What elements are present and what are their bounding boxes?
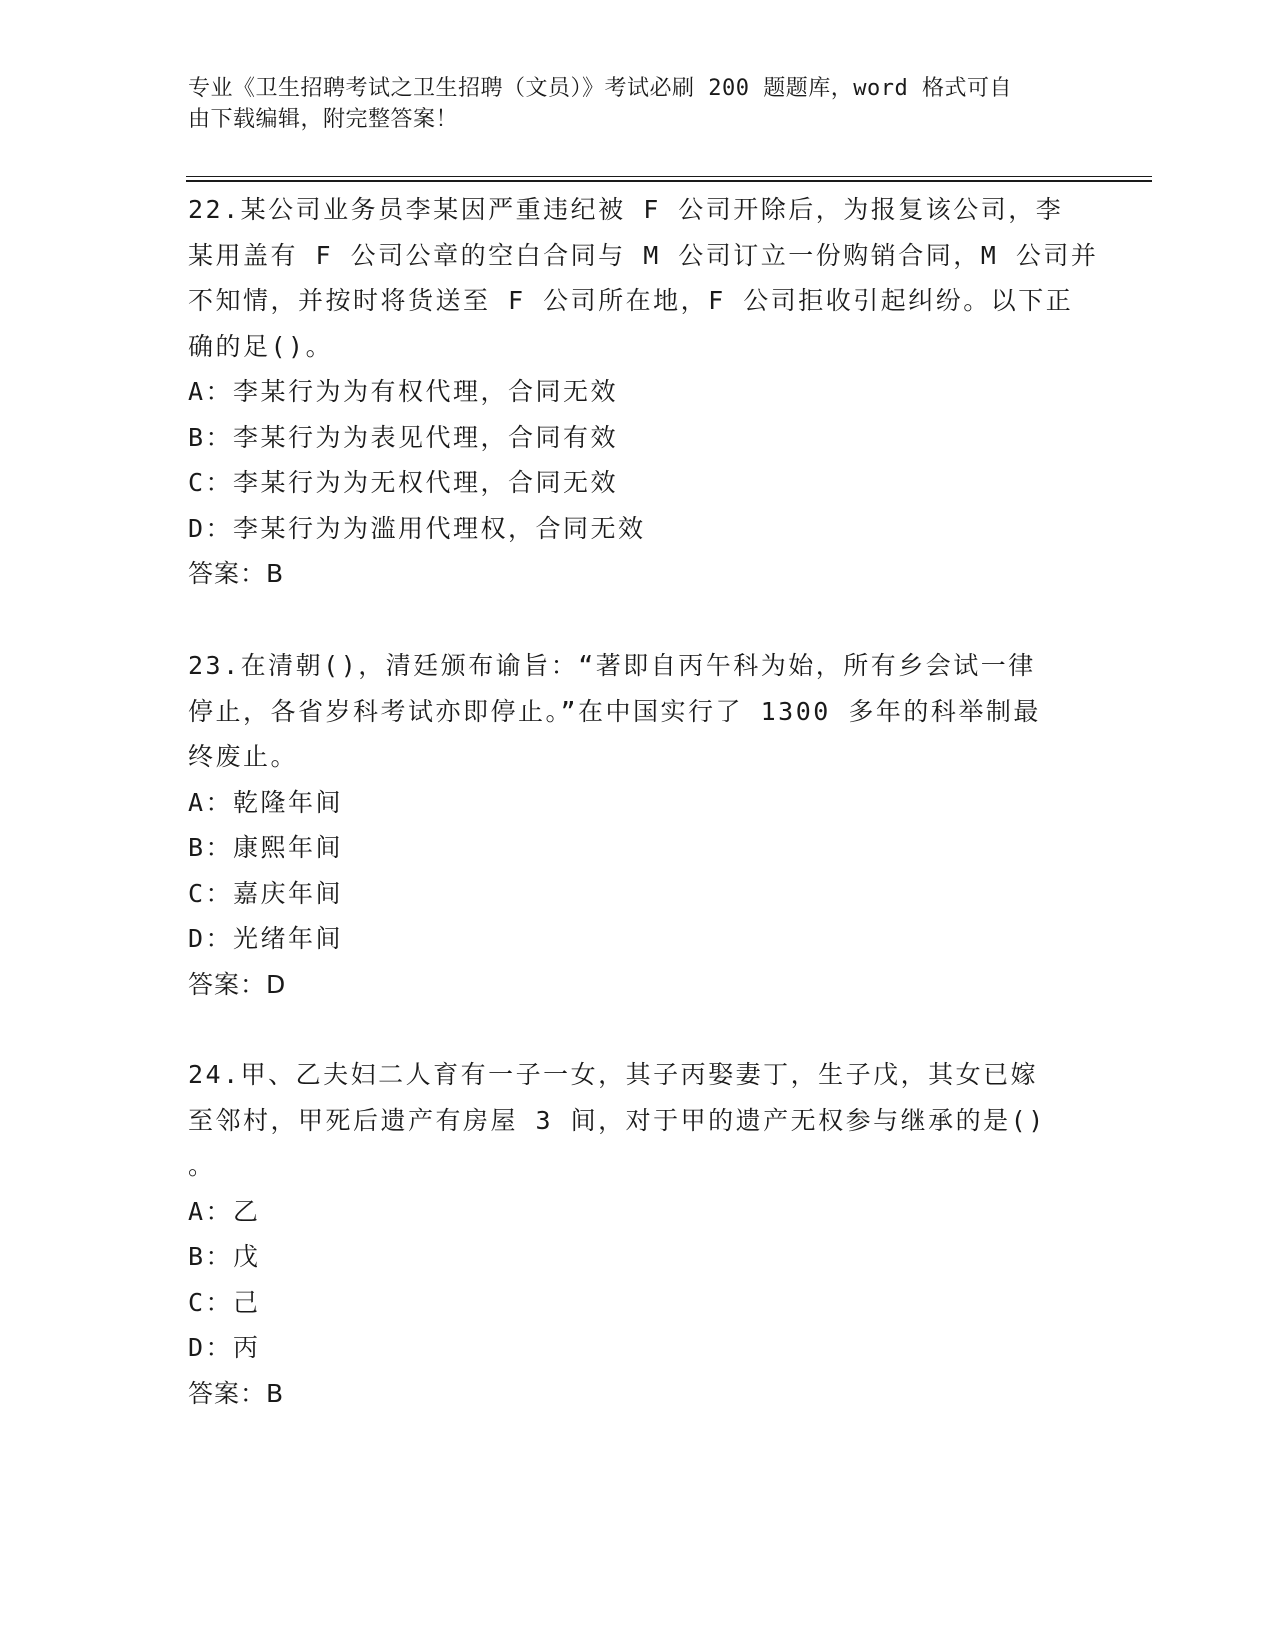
option-c: C：己	[188, 1287, 261, 1317]
question-22	[188, 187, 1099, 597]
answer-label: 答案：D	[188, 969, 287, 999]
stem-line: 至邻村，甲死后遗产有房屋 3 间，对于甲的遗产无权参与继承的是()	[188, 1105, 1046, 1135]
stem-line: 23.在清朝()，清廷颁布谕旨：“著即自丙午科为始，所有乡会试一律	[188, 651, 1036, 680]
option-a: A：李某行为为有权代理，合同无效	[188, 377, 619, 406]
answer-label: 答案：B	[188, 559, 285, 588]
answer-label: 答案：B	[188, 1378, 285, 1408]
option-d: D：丙	[188, 1333, 261, 1362]
option-b: B：李某行为为表见代理，合同有效	[188, 422, 619, 452]
stem-line: 终废止。	[188, 742, 299, 771]
option-c: C：李某行为为无权代理，合同无效	[188, 468, 619, 497]
stem-line: 停止，各省岁科考试亦即停止。”在中国实行了 1300 多年的科举制最	[188, 696, 1041, 726]
question-stem	[188, 1052, 1088, 1189]
option-d: D：李某行为为滥用代理权，合同无效	[188, 513, 646, 543]
question-stem	[188, 187, 1099, 369]
stem-line: 某用盖有 F 公司公章的空白合同与 M 公司订立一份购销合同，M 公司并	[188, 240, 1099, 270]
header-divider-thin	[186, 176, 1152, 177]
option-a: A：乾隆年间	[188, 787, 344, 817]
question-23	[188, 643, 1088, 1007]
option-b: B：康熙年间	[188, 833, 344, 862]
header-divider-thick	[186, 180, 1152, 182]
option-a: A：乙	[188, 1196, 261, 1226]
option-d: D：光绪年间	[188, 924, 344, 953]
option-b: B：戊	[188, 1242, 261, 1271]
stem-line: 24.甲、乙夫妇二人育有一子一女，其子丙娶妻丁，生子戊，其女已嫁	[188, 1060, 1039, 1089]
stem-line: 。	[188, 1151, 216, 1180]
stem-line: 确的足()。	[188, 331, 334, 361]
header-line-1: 专业《卫生招聘考试之卫生招聘（文员）》考试必刷 200 题题库，word 格式可自	[188, 76, 1012, 101]
stem-line: 22.某公司业务员李某因严重违纪被 F 公司开除后，为报复该公司，李	[188, 195, 1064, 224]
header-line-2: 由下载编辑，附完整答案！	[188, 107, 459, 132]
document-header	[188, 73, 1088, 135]
stem-line: 不知情，并按时将货送至 F 公司所在地，F 公司拒收引起纠纷。以下正	[188, 286, 1074, 315]
option-c: C：嘉庆年间	[188, 878, 344, 908]
question-24	[188, 1052, 1088, 1416]
question-stem	[188, 643, 1088, 780]
